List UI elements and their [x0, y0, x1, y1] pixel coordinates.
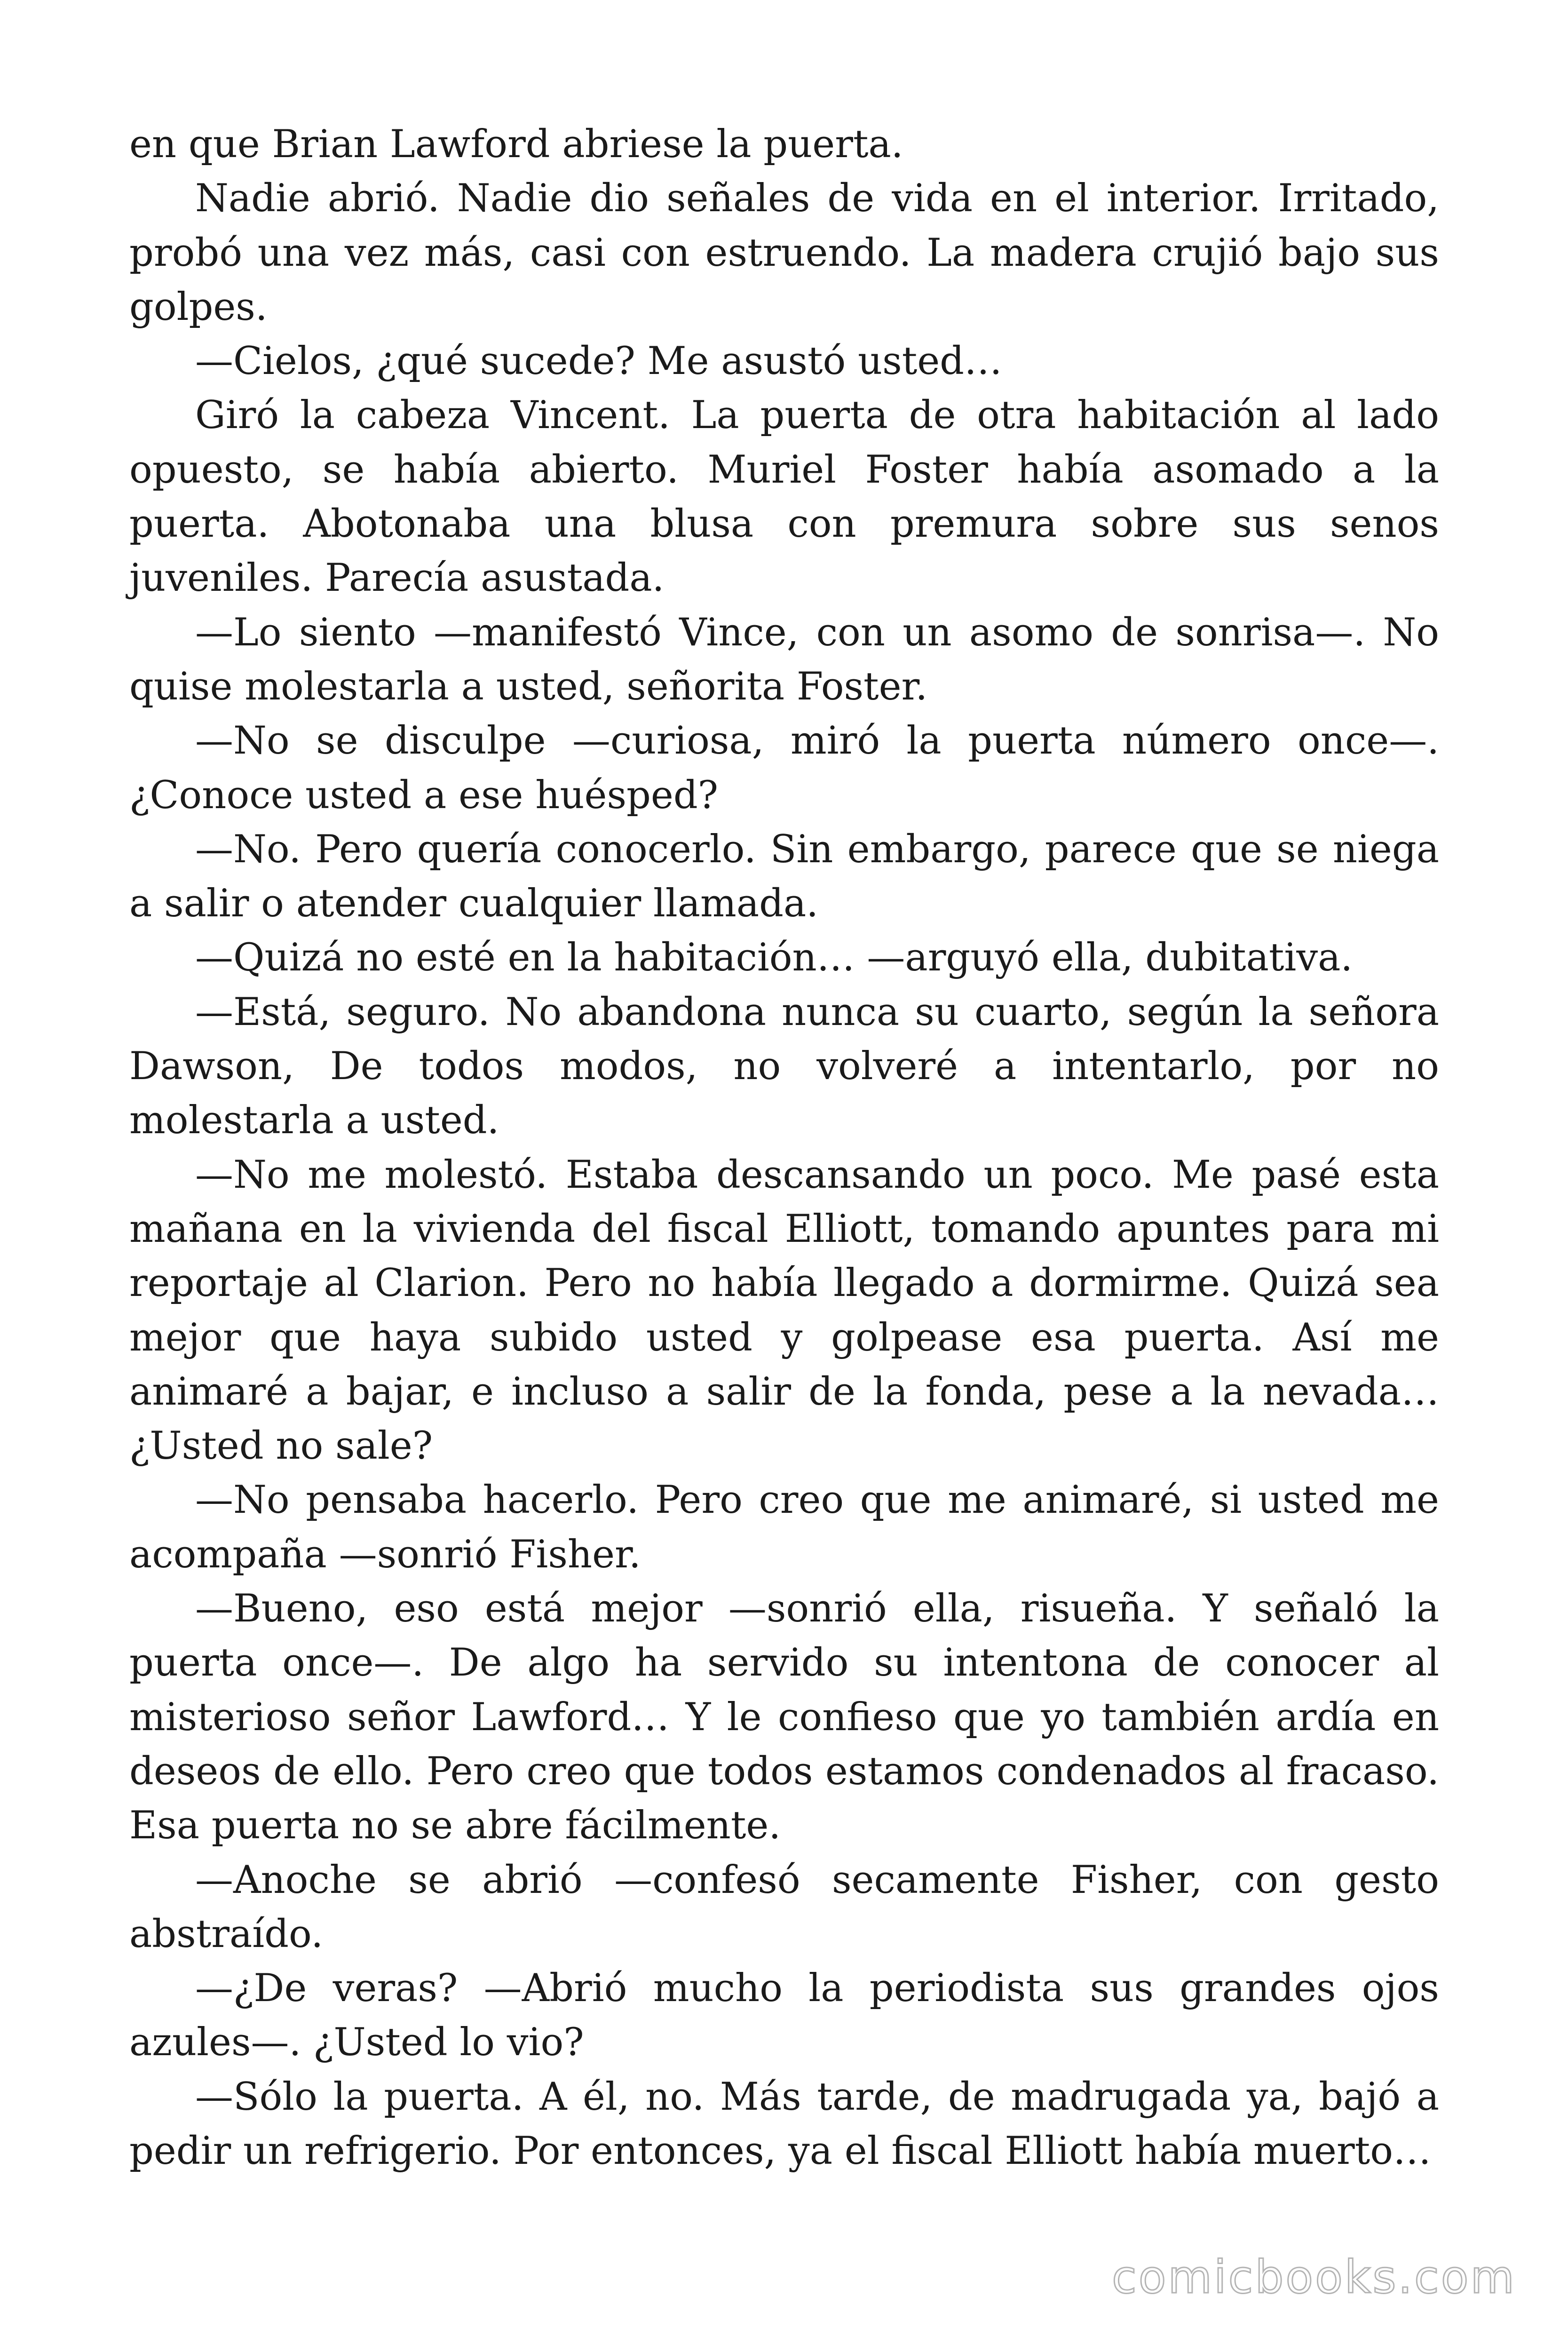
paragraph: —Está, seguro. No abandona nunca su cuarto, según la señora Dawson, De todos modos, no volveré a intentarlo, por no molestarla a usted. [129, 990, 1439, 1143]
paragraph: —No me molestó. Estaba descansando un poco. Me pasé esta mañana en la vivienda del fiscal Elliott, tomando apuntes para mi reportaje al Clarion. Pero no había llegado a dormirme. Quizá sea mejor que haya subido usted y golpease esa puerta. Así me animaré a bajar, e incluso a salir de la fonda, pese a la nevada… ¿Usted no sale? [129, 1152, 1439, 1469]
paragraph: Nadie abrió. Nadie dio señales de vida en el interior. Irritado, probó una vez más, casi con estruendo. La madera crujió bajo sus golpes. [129, 176, 1439, 329]
paragraph: —¿De veras? —Abrió mucho la periodista sus grandes ojos azules—. ¿Usted lo vio? [129, 1966, 1439, 2065]
paragraph: —No se disculpe —curiosa, miró la puerta número once—. ¿Conoce usted a ese huésped? [129, 719, 1439, 818]
paragraph: —Sólo la puerta. A él, no. Más tarde, de madrugada ya, bajó a pedir un refrigerio. Por entonces, ya el fiscal Elliott había muerto… [129, 2074, 1439, 2173]
paragraph: —Cielos, ¿qué sucede? Me asustó usted… [195, 339, 1003, 384]
watermark: comicbooks.com [1111, 2251, 1516, 2304]
page-text [129, 118, 1439, 2178]
paragraph: —Anoche se abrió —confesó secamente Fisher, con gesto abstraído. [129, 1858, 1439, 1956]
paragraph: —No. Pero quería conocerlo. Sin embargo, parece que se niega a salir o atender cualquier llamada. [129, 827, 1439, 926]
paragraph: —Quizá no esté en la habitación… —arguyó ella, dubitativa. [195, 936, 1353, 980]
paragraph: —Lo siento —manifestó Vince, con un asomo de sonrisa—. No quise molestarla a usted, señorita Foster. [129, 610, 1439, 709]
paragraph: —Bueno, eso está mejor —sonrió ella, risueña. Y señaló la puerta once—. De algo ha servido su intentona de conocer al misterioso señor Lawford… Y le confieso que yo también ardía en deseos de ello. Pero creo que todos estamos condenados al fracaso. Esa puerta no se abre fácilmente. [129, 1587, 1439, 1848]
paragraph: —No pensaba hacerlo. Pero creo que me animaré, si usted me acompaña —sonrió Fisher. [129, 1478, 1439, 1577]
paragraph: en que Brian Lawford abriese la puerta. [129, 122, 903, 167]
paragraph: Giró la cabeza Vincent. La puerta de otra habitación al lado opuesto, se había abierto. Muriel Foster había asomado a la puerta. Abotonaba una blusa con premura sobre sus senos juveniles. Parecía asustada. [129, 393, 1439, 601]
